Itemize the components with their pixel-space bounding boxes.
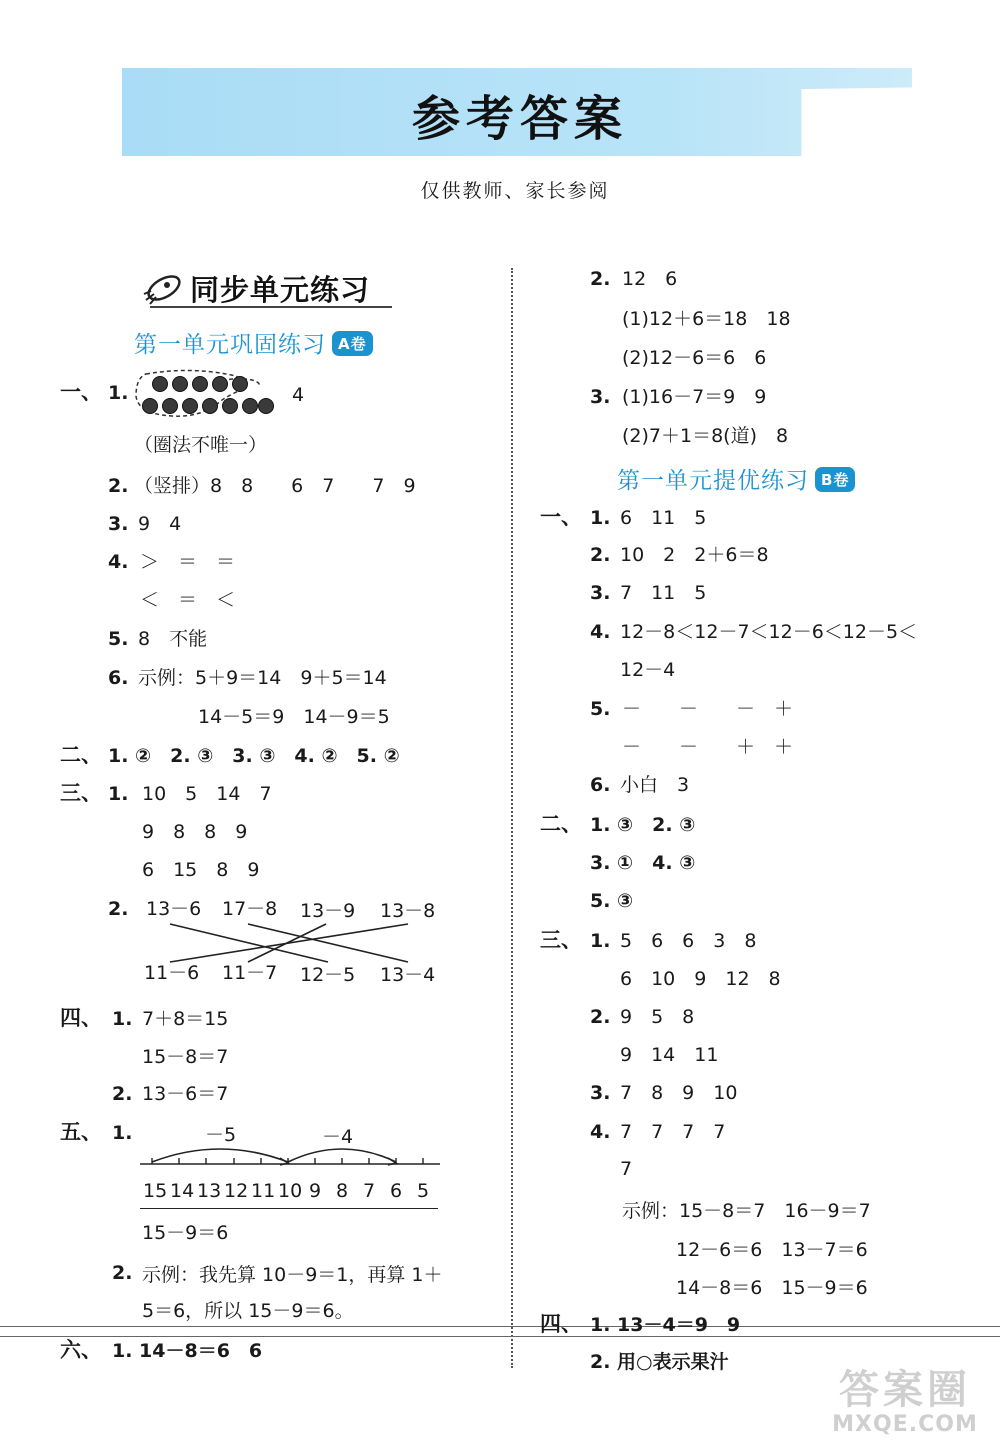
q-v-2-answer-1: 示例：我先算 10－9＝1，再算 1＋ — [142, 1264, 443, 1286]
watermark-logo — [820, 1368, 990, 1437]
q-i-3-answer: 9 4 — [138, 513, 182, 535]
q-i-2-num: 2. — [108, 475, 129, 497]
unit-a-title — [134, 326, 373, 359]
q-iii-1-row-2: 9 8 8 9 — [142, 821, 248, 843]
b-q-iii-4-row-5: 14－8＝6 15－9＝6 — [676, 1277, 868, 1299]
watermark-line-2: MXQE.COM — [832, 1412, 978, 1437]
b-q-i-1-answer: 6 11 5 — [620, 507, 707, 529]
q-i-3-num: 3. — [108, 513, 129, 535]
q-i-2-answer: （竖排）8 8 6 7 7 9 — [134, 475, 416, 497]
b-q-i-2-num: 2. — [590, 544, 611, 566]
q-i-label: 一、 — [60, 380, 102, 404]
nl-tick-11: 11 — [251, 1180, 276, 1202]
b-q-iii-2-row-1: 9 5 8 — [620, 1006, 695, 1028]
b-q-iii-label: 三、 — [540, 928, 582, 952]
q-i-5-answer: 8 不能 — [138, 628, 208, 650]
q-i-5-num: 5. — [108, 628, 129, 650]
b-q-i-6-num: 6. — [590, 774, 611, 796]
watermark-line-1: 答案圈 — [839, 1367, 971, 1413]
section-underline — [150, 306, 392, 308]
b-q-i-label: 一、 — [540, 505, 582, 529]
r-q-2-part-2: (2)12－6＝6 6 — [622, 347, 767, 369]
q-iii-2-num: 2. — [108, 898, 129, 920]
b-q-iii-4-num: 4. — [590, 1121, 611, 1143]
q-i-6-answer-1: 示例：5＋9＝14 9＋5＝14 — [138, 667, 387, 689]
r-q-2-answer: 12 6 — [622, 268, 678, 290]
q-iv-2-answer: 13－6＝7 — [142, 1083, 229, 1105]
q-v-1-equation: 15－9＝6 — [142, 1222, 229, 1244]
match-top-2: 17－8 — [222, 898, 278, 920]
q-i-6-num: 6. — [108, 667, 129, 689]
match-top-1: 13－6 — [146, 898, 202, 920]
match-bottom-4: 13－4 — [380, 964, 436, 986]
nl-tick-14: 14 — [170, 1180, 195, 1202]
b-q-i-3-num: 3. — [590, 582, 611, 604]
q-i-1-note: （圈法不唯一） — [134, 434, 268, 456]
b-q-iv-1: 1. 13－4＝9 9 — [590, 1314, 741, 1336]
footer-rule-2 — [0, 1336, 1000, 1337]
q-vi-label: 六、 — [60, 1338, 102, 1362]
r-q-3-part-1: (1)16－7＝9 9 — [622, 386, 767, 408]
b-q-iv-2: 2. 用○表示果汁 — [590, 1351, 729, 1373]
unit-b-badge: B卷 — [815, 467, 855, 492]
q-i-4-answer-1: ＞ ＝ ＝ — [140, 551, 236, 573]
b-q-iii-2-num: 2. — [590, 1006, 611, 1028]
nl-tick-5: 5 — [417, 1180, 430, 1202]
b-q-i-5-answer-2: － － ＋ ＋ — [622, 736, 794, 758]
q-iv-2-num: 2. — [112, 1083, 133, 1105]
b-q-i-3-answer: 7 11 5 — [620, 582, 707, 604]
b-q-iv-label: 四、 — [540, 1312, 582, 1336]
q-i-4-num: 4. — [108, 551, 129, 573]
nl-tick-8: 8 — [336, 1180, 349, 1202]
b-q-ii-label: 二、 — [540, 812, 582, 836]
nl-tick-15: 15 — [143, 1180, 168, 1202]
section-title: 同步单元练习 — [190, 273, 371, 307]
q-iv-1-row-1: 7＋8＝15 — [142, 1008, 229, 1030]
q-iv-1-row-2: 15－8＝7 — [142, 1046, 229, 1068]
jump-label-2: －4 — [322, 1126, 354, 1148]
q-v-2-answer-2: 5＝6，所以 15－9＝6。 — [142, 1300, 354, 1322]
r-q-3-part-2: (2)7＋1＝8(道) 8 — [622, 425, 789, 447]
b-q-iii-3-num: 3. — [590, 1082, 611, 1104]
q-ii-label: 二、 — [60, 743, 102, 767]
page-subtitle: 仅供教师、家长参阅 — [420, 180, 610, 202]
q-vi-1: 1. 14－8＝6 6 — [112, 1340, 263, 1362]
q-i-6-answer-2: 14－5＝9 14－9＝5 — [198, 706, 390, 728]
unit-b-label: 第一单元提优练习 — [617, 468, 809, 494]
q-v-1-num: 1. — [112, 1122, 133, 1144]
nl-tick-7: 7 — [363, 1180, 376, 1202]
b-q-i-2-answer: 10 2 2＋6＝8 — [620, 544, 769, 566]
rocket-icon — [140, 268, 184, 308]
page-title: 参考答案 — [411, 91, 628, 147]
r-q-3-num: 3. — [590, 386, 611, 408]
number-line-underline — [140, 1208, 438, 1209]
q-i-1-answer: 4 — [292, 384, 305, 406]
q-iii-1-row-3: 6 15 8 9 — [142, 859, 260, 881]
b-q-ii-row-3: 5. ③ — [590, 890, 634, 912]
b-q-iii-4-row-4: 12－6＝6 13－7＝6 — [676, 1239, 868, 1261]
match-top-4: 13－8 — [380, 900, 436, 922]
q-i-1-num: 1. — [108, 382, 129, 404]
b-q-ii-row-2: 3. ① 4. ③ — [590, 852, 696, 874]
nl-tick-13: 13 — [197, 1180, 222, 1202]
b-q-iii-1-num: 1. — [590, 930, 611, 952]
b-q-iii-2-row-2: 9 14 11 — [620, 1044, 719, 1066]
unit-a-label: 第一单元巩固练习 — [134, 332, 326, 358]
r-q-2-part-1: (1)12＋6＝18 18 — [622, 308, 791, 330]
match-bottom-2: 11－7 — [222, 962, 278, 984]
nl-tick-6: 6 — [390, 1180, 403, 1202]
b-q-iii-4-row-3: 示例：15－8＝7 16－9＝7 — [622, 1200, 871, 1222]
q-iii-1-num: 1. — [108, 783, 129, 805]
nl-tick-12: 12 — [224, 1180, 249, 1202]
unit-b-title — [617, 462, 855, 495]
r-q-2-num: 2. — [590, 268, 611, 290]
b-q-iii-4-row-1: 7 7 7 7 — [620, 1121, 726, 1143]
b-q-iii-4-row-2: 7 — [620, 1158, 633, 1180]
nl-tick-10: 10 — [278, 1180, 303, 1202]
q-v-label: 五、 — [60, 1120, 102, 1144]
b-q-i-5-num: 5. — [590, 698, 611, 720]
b-q-i-4-answer-1: 12－8＜12－7＜12－6＜12－5＜ — [620, 621, 918, 643]
matching-lines — [140, 920, 440, 966]
b-q-ii-row-1: 1. ③ 2. ③ — [590, 814, 696, 836]
q-iv-label: 四、 — [60, 1006, 102, 1030]
match-top-3: 13－9 — [300, 900, 356, 922]
unit-a-badge: A卷 — [332, 331, 373, 356]
q-v-2-num: 2. — [112, 1262, 133, 1284]
b-q-i-6-answer: 小白 3 — [620, 774, 690, 796]
b-q-iii-1-row-1: 5 6 6 3 8 — [620, 930, 757, 952]
b-q-i-5-answer-1: － － － ＋ — [622, 698, 794, 720]
nl-tick-9: 9 — [309, 1180, 322, 1202]
b-q-iii-3-answer: 7 8 9 10 — [620, 1082, 738, 1104]
match-bottom-3: 12－5 — [300, 964, 356, 986]
b-q-i-4-num: 4. — [590, 621, 611, 643]
footer-rule-1 — [0, 1326, 1000, 1327]
q-i-4-answer-2: ＜ ＝ ＜ — [140, 589, 236, 611]
jump-label-1: －5 — [205, 1124, 237, 1146]
b-q-i-1-num: 1. — [590, 507, 611, 529]
q-ii-answers: 1. ② 2. ③ 3. ③ 4. ② 5. ② — [108, 745, 400, 767]
number-line-figure — [140, 1140, 445, 1180]
b-q-iii-1-row-2: 6 10 9 12 8 — [620, 968, 781, 990]
match-bottom-1: 11－6 — [144, 962, 200, 984]
column-divider — [511, 268, 513, 1368]
apple-grouping-figure — [132, 366, 282, 422]
q-iii-1-row-1: 10 5 14 7 — [142, 783, 272, 805]
q-iii-label: 三、 — [60, 781, 102, 805]
q-iv-1-num: 1. — [112, 1008, 133, 1030]
b-q-i-4-answer-2: 12－4 — [620, 659, 676, 681]
